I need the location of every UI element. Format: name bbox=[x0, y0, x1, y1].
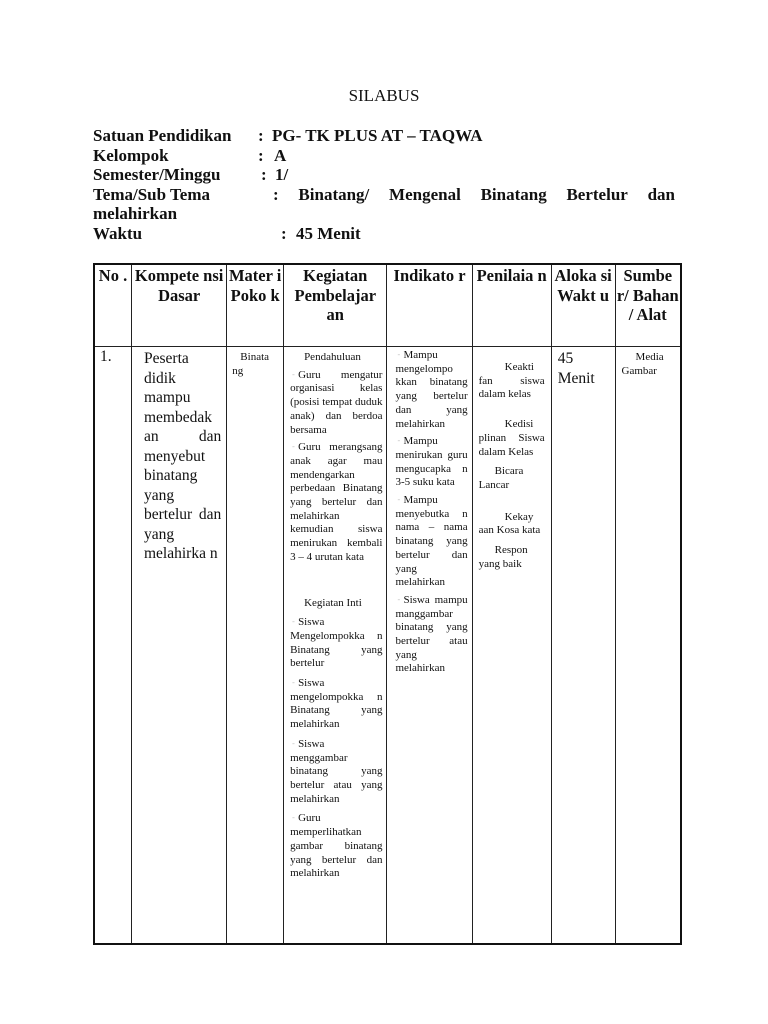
tema-value bbox=[273, 185, 675, 205]
tema-word: dan bbox=[647, 184, 675, 204]
tema-word: Binatang/ bbox=[298, 184, 370, 204]
cell-kompetensi: Peserta didik mampu membedak an dan menyebut binatang yang bertelur dan yang melahirka n bbox=[132, 347, 227, 945]
info-tema-cont bbox=[93, 204, 675, 224]
syllabus-table bbox=[93, 263, 682, 945]
penilaian-item: Kekay aan Kosa kata bbox=[478, 510, 541, 537]
header-no: No . bbox=[94, 264, 132, 347]
info-tema bbox=[93, 185, 675, 205]
info-waktu bbox=[93, 224, 675, 244]
tema-word: Mengenal bbox=[389, 184, 461, 204]
info-semester bbox=[93, 165, 675, 185]
kegiatan-item: - Siswa menggambar binatang yang bertelur atau yang melahirkan bbox=[290, 738, 382, 807]
satuan-label: Satuan Pendidikan bbox=[93, 126, 232, 145]
tema-word: Binatang bbox=[480, 184, 547, 204]
kegiatan-item: - Guru memperlihatkan gambar binatang yang bertelur dan melahirkan bbox=[290, 812, 382, 881]
cell-sumber bbox=[615, 347, 681, 945]
header-indikator: Indikato r bbox=[387, 264, 472, 347]
cell-indikator bbox=[387, 347, 472, 945]
waktu-colon: : bbox=[281, 223, 287, 243]
header-materi: Mater i Poko k bbox=[227, 264, 284, 347]
header-penilaian: Penilaia n bbox=[472, 264, 551, 347]
cell-materi bbox=[227, 347, 284, 945]
tema-colon: : bbox=[273, 184, 279, 204]
header-alokasi: Aloka si Wakt u bbox=[551, 264, 615, 347]
tema-label: Tema/Sub Tema bbox=[93, 184, 210, 204]
waktu-value: 45 Menit bbox=[296, 223, 361, 243]
kegiatan-item: - Guru merangsang anak agar mau mendengarkan perbedaan Binatang yang bertelur dan melahirkan kemudian siswa menirukan kembali 3 – 4 urutan kata bbox=[290, 441, 382, 564]
table-row bbox=[94, 347, 681, 945]
cell-penilaian bbox=[472, 347, 551, 945]
cell-no: 1. bbox=[94, 347, 132, 945]
info-block bbox=[93, 126, 675, 244]
kegiatan-item: - Siswa mengelompokka n Binatang yang melahirkan bbox=[290, 677, 382, 732]
pendahuluan-heading: Pendahuluan bbox=[304, 351, 361, 363]
indikator-item: - Siswa mampu manggambar binatang yang bertelur atau yang melahirkan bbox=[395, 594, 467, 676]
cell-alokasi: 45 Menit bbox=[551, 347, 615, 945]
semester-label: Semester/Minggu bbox=[93, 165, 221, 185]
indikator-item: - Mampu menirukan guru mengucapka n 3-5 suku kata bbox=[395, 435, 467, 490]
table-header-row bbox=[94, 264, 681, 347]
cell-kegiatan bbox=[284, 347, 387, 945]
indikator-item: - Mampu mengelompo kkan binatang yang bertelur dan yang melahirkan bbox=[395, 349, 467, 431]
header-kegiatan: Kegiatan Pembelajar an bbox=[284, 264, 387, 347]
info-satuan bbox=[93, 126, 675, 146]
indikator-item: - Mampu menyebutka n nama – nama binatang yang bertelur dan yang melahirkan bbox=[395, 494, 467, 590]
semester-value: 1/ bbox=[275, 165, 289, 185]
tema-word: Bertelur bbox=[566, 184, 628, 204]
header-kompetensi: Kompete nsi Dasar bbox=[132, 264, 227, 347]
page-title: SILABUS bbox=[348, 86, 420, 105]
kelompok-label: Kelompok bbox=[93, 145, 169, 165]
satuan-value: PG- TK PLUS AT – TAQWA bbox=[272, 126, 483, 145]
inti-heading: Kegiatan Inti bbox=[304, 596, 362, 609]
semester-colon: : bbox=[261, 165, 267, 185]
kegiatan-item: - Guru mengatur organisasi kelas (posisi tempat duduk anak) dan berdoa bersama bbox=[290, 369, 382, 438]
satuan-colon: : bbox=[258, 126, 264, 145]
sumber-text: Media Gambar bbox=[621, 351, 664, 377]
header-sumber: Sumbe r/ Bahan / Alat bbox=[615, 264, 681, 347]
penilaian-item: Keakti fan siswa dalam kelas bbox=[478, 361, 545, 401]
kegiatan-item: - Siswa Mengelompokka n Binatang yang bertelur bbox=[290, 616, 382, 671]
waktu-label: Waktu bbox=[93, 223, 143, 243]
kelompok-colon: : bbox=[258, 145, 264, 165]
info-kelompok bbox=[93, 146, 675, 166]
tema-continuation: melahirkan bbox=[93, 204, 178, 224]
kelompok-value: A bbox=[274, 145, 287, 165]
materi-text: Binata ng bbox=[232, 351, 270, 377]
penilaian-item: Respon yang baik bbox=[478, 544, 528, 570]
penilaian-item: Bicara Lancar bbox=[478, 465, 524, 491]
penilaian-item: Kedisi plinan Siswa dalam Kelas bbox=[478, 418, 545, 458]
